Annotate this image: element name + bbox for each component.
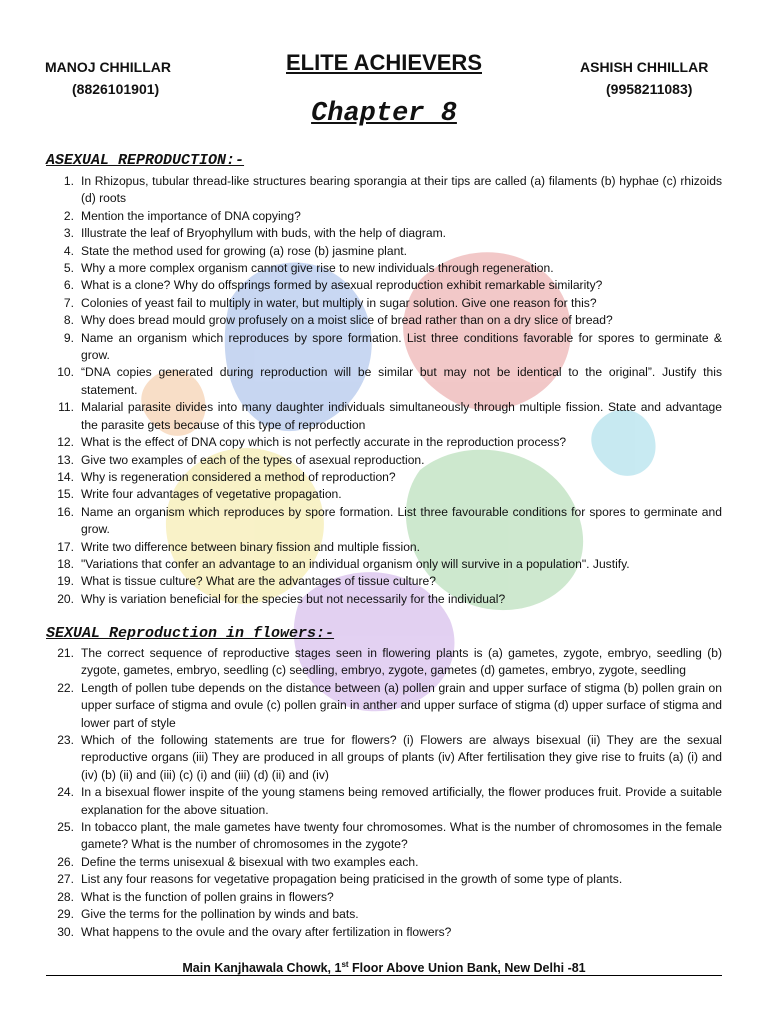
- question-text: Why does bread mould grow profusely on a moist slice of bread rather than on a dry slice of bread?: [81, 313, 613, 328]
- question-text: Why is regeneration considered a method of reproduction?: [81, 469, 396, 484]
- question-item: [50, 539, 722, 556]
- question-item: [50, 573, 722, 590]
- question-number: 19.: [57, 574, 74, 589]
- question-number: 8.: [63, 313, 74, 328]
- question-number: 14.: [57, 469, 74, 484]
- question-number: 15.: [57, 487, 74, 502]
- question-item: [50, 208, 722, 225]
- right-contact-name: ASHISH CHHILLAR: [580, 59, 709, 75]
- question-text: Illustrate the leaf of Bryophyllum with buds, with the help of diagram.: [81, 226, 447, 241]
- question-item: [50, 486, 722, 503]
- question-text: In tobacco plant, the male gametes have twenty four chromosomes. What is the number of chromosomes in the female gamete? What is the number of chromosomes in the zygote?: [81, 820, 722, 852]
- question-number: 25.: [57, 820, 74, 835]
- footer-divider: [46, 975, 722, 976]
- question-item: [50, 854, 722, 871]
- question-text: Why is variation beneficial for the species but not necessarily for the individual?: [81, 591, 506, 606]
- question-number: 5.: [63, 261, 74, 276]
- question-text: What happens to the ovule and the ovary after fertilization in flowers?: [81, 924, 452, 939]
- question-text: "Variations that confer an advantage to an individual organism only will survive in a population". Justify.: [81, 556, 630, 571]
- question-number: 28.: [57, 889, 74, 904]
- question-number: 23.: [57, 733, 74, 748]
- question-text: Write two difference between binary fission and multiple fission.: [81, 539, 421, 554]
- question-item: [50, 732, 722, 784]
- question-number: 18.: [57, 556, 74, 571]
- footer-address: [0, 960, 768, 975]
- question-item: [50, 871, 722, 888]
- institute-title: ELITE ACHIEVERS: [286, 50, 482, 75]
- question-number: 13.: [57, 452, 74, 467]
- question-number: 4.: [63, 243, 74, 258]
- question-number: 20.: [57, 591, 74, 606]
- question-item: [50, 504, 722, 539]
- question-text: What is a clone? Why do offsprings formed by asexual reproduction exhibit remarkable similarity?: [81, 278, 603, 293]
- question-text: State the method used for growing (a) rose (b) jasmine plant.: [81, 243, 408, 258]
- question-text: Name an organism which reproduces by spore formation. List three conditions favorable for spores to germinate & grow.: [81, 330, 722, 363]
- question-item: [50, 469, 722, 486]
- chapter-title: Chapter 8: [311, 99, 457, 129]
- footer-address-start: Main Kanjhawala Chowk, 1: [182, 961, 342, 976]
- question-number: 27.: [57, 872, 74, 887]
- question-number: 30.: [57, 924, 74, 939]
- question-list-sexual: [50, 645, 722, 941]
- question-item: [50, 295, 722, 312]
- question-number: 12.: [57, 435, 74, 450]
- question-text: Define the terms unisexual & bisexual with two examples each.: [81, 854, 419, 869]
- question-item: [50, 399, 722, 434]
- question-item: [50, 819, 722, 854]
- question-text: Name an organism which reproduces by spore formation. List three favourable conditions for spores to germinate and grow.: [81, 504, 722, 537]
- question-number: 16.: [57, 504, 74, 519]
- question-item: [50, 591, 722, 608]
- question-item: [50, 680, 722, 732]
- question-text: Which of the following statements are true for flowers? (i) Flowers are always bisexual (ii) They are the sexual reproductive organs (iii) They are produced in all groups of plants (iv) After fertilisation they give rise to fruits (a) (i) and (iv) (b) (ii) and (iii) (c) (i) and (iii) (d) (ii) and (iv): [81, 733, 722, 782]
- question-item: [50, 889, 722, 906]
- question-item: [50, 924, 722, 941]
- question-number: 2.: [63, 208, 74, 223]
- question-text: List any four reasons for vegetative propagation being praticised in the growth of some type of plants.: [81, 872, 623, 887]
- question-text: Why a more complex organism cannot give rise to new individuals through regeneration.: [81, 261, 554, 276]
- question-text: What is the function of pollen grains in flowers?: [81, 889, 334, 904]
- question-text: In Rhizopus, tubular thread-like structures bearing sporangia at their tips are called (a) filaments (b) hyphae (c) rhizoids (d) roots: [81, 174, 722, 206]
- question-text: Length of pollen tube depends on the distance between (a) pollen grain and upper surface of stigma (b) pollen grain on upper surface of stigma and ovule (c) pollen grain in anther and upper surface of stigma (d) upper surface of stigma and lower part of style: [81, 680, 722, 730]
- question-number: 29.: [57, 907, 74, 922]
- question-text: Give the terms for the pollination by winds and bats.: [81, 907, 359, 922]
- left-contact-name: MANOJ CHHILLAR: [45, 59, 171, 75]
- question-number: 10.: [57, 365, 74, 380]
- question-item: [50, 364, 722, 399]
- question-item: [50, 277, 722, 294]
- question-text: Malarial parasite divides into many daughter individuals simultaneously through multiple fission. State and advantage the parasite gets because of this type of reproduction: [81, 400, 722, 432]
- left-contact-phone: (8826101901): [72, 81, 160, 97]
- question-number: 3.: [63, 226, 74, 241]
- question-number: 17.: [57, 539, 74, 554]
- question-number: 22.: [57, 680, 74, 695]
- question-text: What is tissue culture? What are the advantages of tissue culture?: [81, 574, 436, 589]
- question-text: Mention the importance of DNA copying?: [81, 208, 301, 223]
- right-contact-phone: (9958211083): [606, 81, 693, 97]
- question-item: [50, 645, 722, 680]
- question-item: [50, 260, 722, 277]
- section-heading-asexual: ASEXUAL REPRODUCTION:-: [46, 152, 245, 169]
- question-number: 26.: [57, 854, 74, 869]
- question-item: [50, 452, 722, 469]
- question-number: 11.: [58, 400, 74, 415]
- question-number: 1.: [63, 174, 74, 188]
- footer-address-suffix: st: [341, 960, 349, 969]
- question-item: [50, 906, 722, 923]
- question-item: [50, 173, 722, 208]
- question-text: Write four advantages of vegetative propagation.: [81, 487, 342, 502]
- question-item: [50, 556, 722, 573]
- question-text: What is the effect of DNA copy which is not perfectly accurate in the reproduction process?: [81, 435, 567, 450]
- question-number: 24.: [57, 785, 74, 800]
- question-list-asexual: [50, 173, 722, 608]
- question-item: [50, 243, 722, 260]
- question-number: 21.: [57, 646, 74, 660]
- footer-address-end: Floor Above Union Bank, New Delhi -81: [348, 961, 586, 976]
- question-text: Give two examples of each of the types of asexual reproduction.: [81, 452, 425, 467]
- question-item: [50, 312, 722, 329]
- question-item: [50, 784, 722, 819]
- question-number: 9.: [63, 330, 74, 345]
- section-heading-sexual: SEXUAL Reproduction in flowers:-: [46, 625, 335, 642]
- question-text: The correct sequence of reproductive stages seen in flowering plants is (a) gametes, zygote, embryo, seedling (b) zygote, gametes, embryo, seedling (c) seedling, embryo, zygote, gametes (d) gametes, embryo, zygote, seedling: [81, 646, 722, 678]
- question-text: In a bisexual flower inspite of the young stamens being removed artificially, the flower produces fruit. Provide a suitable explanation for the above situation.: [81, 785, 722, 817]
- question-item: [50, 434, 722, 451]
- question-number: 7.: [63, 295, 74, 310]
- question-item: [50, 225, 722, 242]
- question-number: 6.: [63, 278, 74, 293]
- question-text: “DNA copies generated during reproduction will be similar but may not be identical to the original”. Justify this statement.: [81, 365, 722, 397]
- question-text: Colonies of yeast fail to multiply in water, but multiply in sugar solution. Give one reason for this?: [81, 295, 597, 310]
- question-item: [50, 330, 722, 365]
